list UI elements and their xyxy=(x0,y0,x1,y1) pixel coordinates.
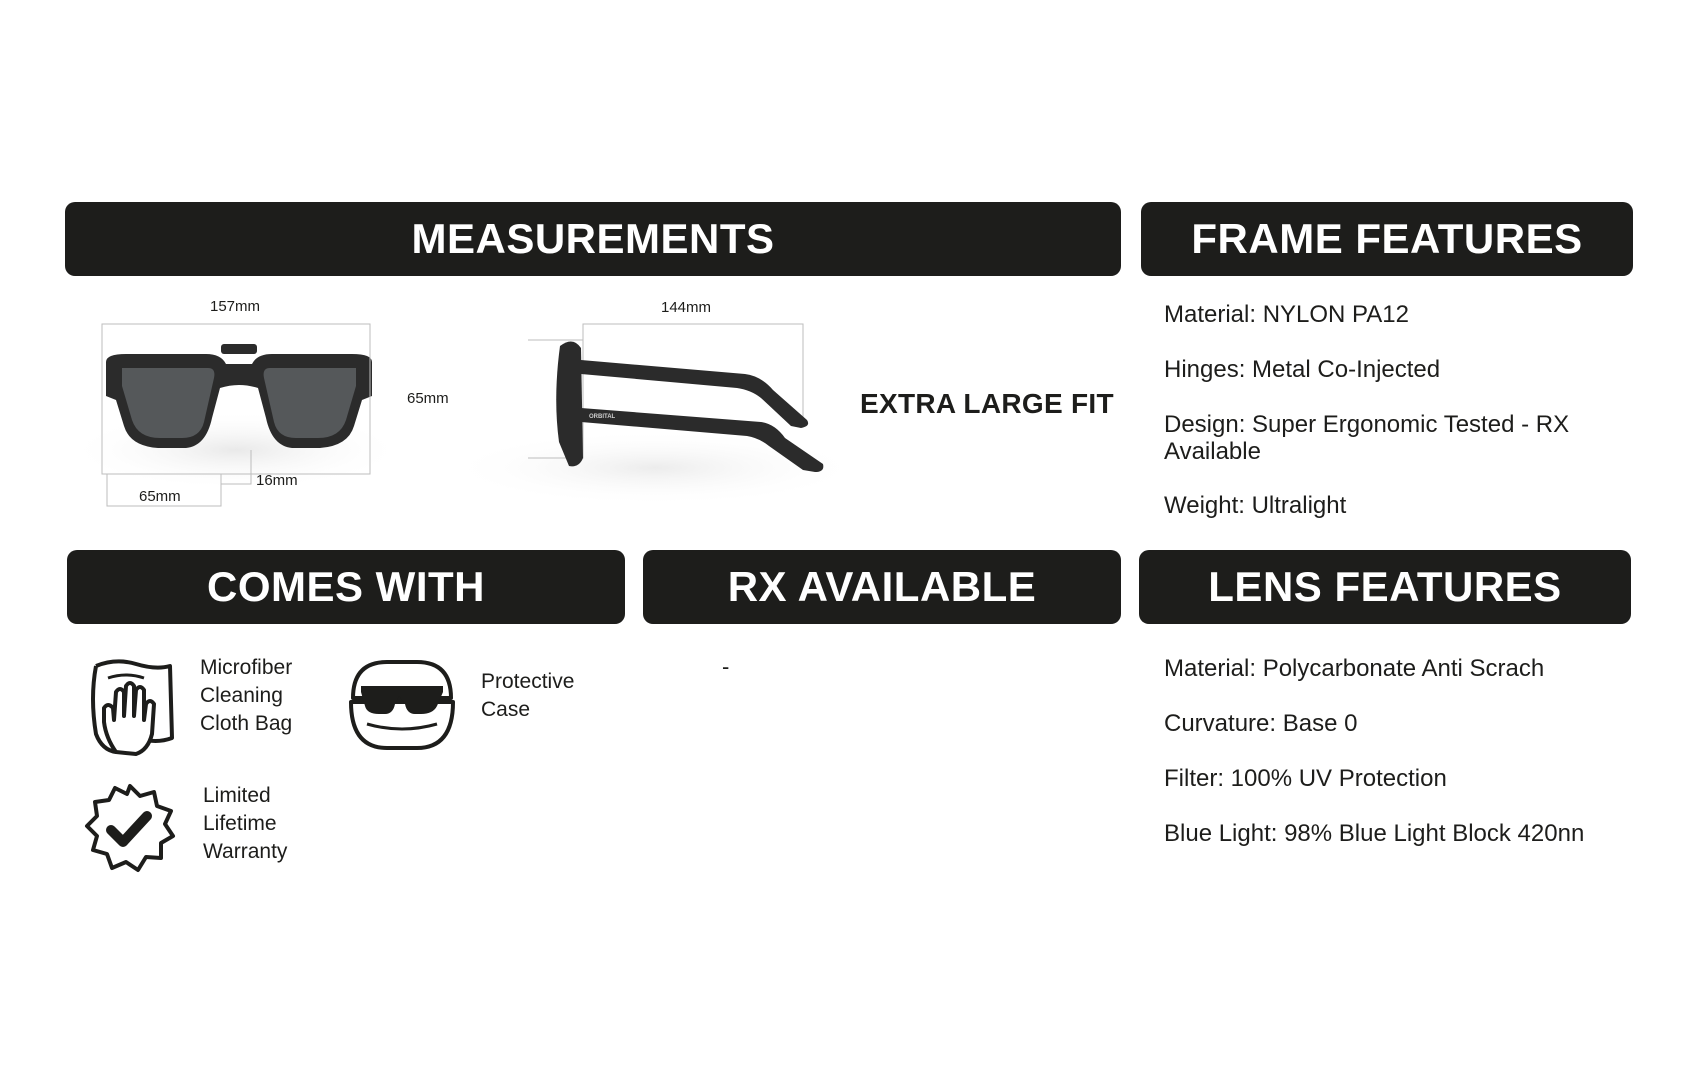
frame-feature-hinges: Hinges: Metal Co-Injected xyxy=(1164,356,1441,383)
lens-width-label: 65mm xyxy=(139,488,181,505)
case-icon xyxy=(347,658,457,752)
cloth-label-line: Microfiber xyxy=(200,656,293,679)
cloth-label-line: Cloth Bag xyxy=(200,712,293,735)
lens-features-header: LENS FEATURES xyxy=(1139,550,1631,624)
frame-features-header: FRAME FEATURES xyxy=(1141,202,1633,276)
lens-feature-blue-light: Blue Light: 98% Blue Light Block 420nn xyxy=(1164,820,1585,847)
comes-with-header: COMES WITH xyxy=(67,550,625,624)
cloth-hand-icon xyxy=(86,658,176,758)
lens-feature-filter: Filter: 100% UV Protection xyxy=(1164,765,1447,792)
cloth-label-line: Cleaning xyxy=(200,684,283,707)
front-view-glasses-image xyxy=(66,300,406,520)
rx-available-header: RX AVAILABLE xyxy=(643,550,1121,624)
frame-feature-weight: Weight: Ultralight xyxy=(1164,492,1347,519)
cloth-label xyxy=(200,654,292,738)
lens-feature-material: Material: Polycarbonate Anti Scrach xyxy=(1164,655,1545,682)
case-label xyxy=(481,668,574,724)
brand-mark-text: ORBITAL xyxy=(589,414,616,420)
fit-label: EXTRA LARGE FIT xyxy=(860,388,1114,419)
temple-length-label: 144mm xyxy=(661,299,712,316)
case-label-line: Protective xyxy=(481,670,575,693)
bridge-width-label: 16mm xyxy=(256,472,298,489)
warranty-label-line: Limited xyxy=(203,784,271,807)
front-width-label: 157mm xyxy=(210,298,261,315)
rx-available-value: - xyxy=(722,654,730,679)
warranty-label-line: Warranty xyxy=(203,840,288,863)
side-view-glasses-image xyxy=(455,318,875,518)
warranty-label-line: Lifetime xyxy=(203,812,277,835)
warranty-badge-icon xyxy=(83,782,177,876)
measurements-header: MEASUREMENTS xyxy=(65,202,1121,276)
lens-feature-curvature: Curvature: Base 0 xyxy=(1164,710,1358,737)
lens-height-label: 65mm xyxy=(407,390,449,407)
frame-feature-design: Design: Super Ergonomic Tested - RX Available xyxy=(1164,411,1570,465)
frame-feature-material: Material: NYLON PA12 xyxy=(1164,301,1409,328)
warranty-label xyxy=(203,782,287,866)
case-label-line: Case xyxy=(481,698,531,721)
